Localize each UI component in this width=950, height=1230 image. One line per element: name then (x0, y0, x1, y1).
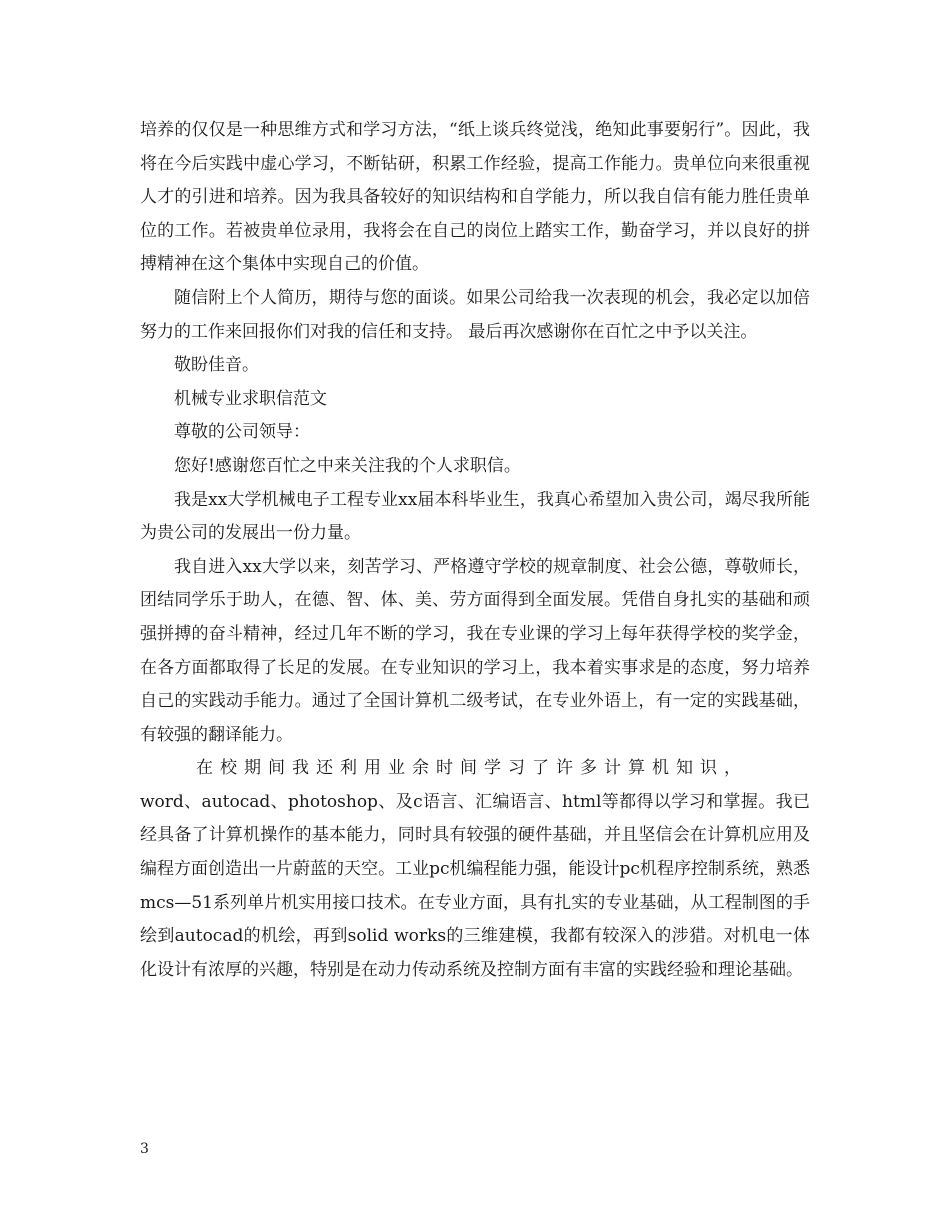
page-number: 3 (140, 1141, 149, 1157)
paragraph-continuation: 培养的仅仅是一种思维方式和学习方法，“纸上谈兵终觉浅，绝知此事要躬行”。因此，我将在今后实践中虚心学习，不断钻研，积累工作经验，提高工作能力。贵单位向来很重视人才的引进和培养。因为我具备较好的知识结构和自学能力，所以我自信有能力胜任贵单位的工作。若被贵单位录用，我将会在自己的岗位上踏实工作，勤奋学习，并以良好的拼搏精神在这个集体中实现自己的价值。 (140, 120, 810, 275)
document-body (140, 114, 810, 987)
paragraph-computer-skills: word、autocad、photoshop、及c语言、汇编语言、html等都得以学习和掌握。我已经具备了计算机操作的基本能力，同时具有较强的硬件基础，并且坚信会在计算机应用及编程方面创造出一片蔚蓝的天空。工业pc机编程能力强，能设计pc机程序控制系统，熟悉mcs—51系列单片机实用接口技术。在专业方面，具有扎实的专业基础，从工程制图的手绘到autocad的机绘，再到solid works的三维建模，我都有较深入的涉猎。对机电一体化设计有浓厚的兴趣，特别是在动力传动系统及控制方面有丰富的实践经验和理论基础。 (140, 791, 810, 980)
paragraph-introduction: 我是xx大学机械电子工程专业xx届本科毕业生，我真心希望加入贵公司，竭尽我所能为贵公司的发展出一份力量。 (140, 489, 810, 544)
greeting: 您好!感谢您百忙之中来关注我的个人求职信。 (174, 455, 521, 476)
paragraph-resume-attached: 随信附上个人简历，期待与您的面谈。如果公司给我一次表现的机会，我必定以加倍努力的工作来回报你们对我的信任和支持。 最后再次感谢你在百忙之中予以关注。 (140, 287, 810, 342)
paragraph-closing: 敬盼佳音。 (174, 355, 259, 376)
paragraph-university-study: 我自进入xx大学以来，刻苦学习、严格遵守学校的规章制度、社会公德，尊敬师长，团结同学乐于助人，在德、智、体、美、劳方面得到全面发展。凭借自身扎实的基础和顽强拼搏的奋斗精神，经过几年不断的学习，我在专业课的学习上每年获得学校的奖学金，在各方面都取得了长足的发展。在专业知识的学习上，我本着实事求是的态度，努力培养自己的实践动手能力。通过了全国计算机二级考试，在专业外语上，有一定的实践基础，有较强的翻译能力。 (140, 556, 810, 745)
paragraph-computer-skills-intro: 在校期间我还利用业余时间学习了许多计算机知识， (196, 758, 748, 779)
salutation: 尊敬的公司领导： (174, 422, 310, 443)
section-title: 机械专业求职信范文 (174, 388, 327, 409)
